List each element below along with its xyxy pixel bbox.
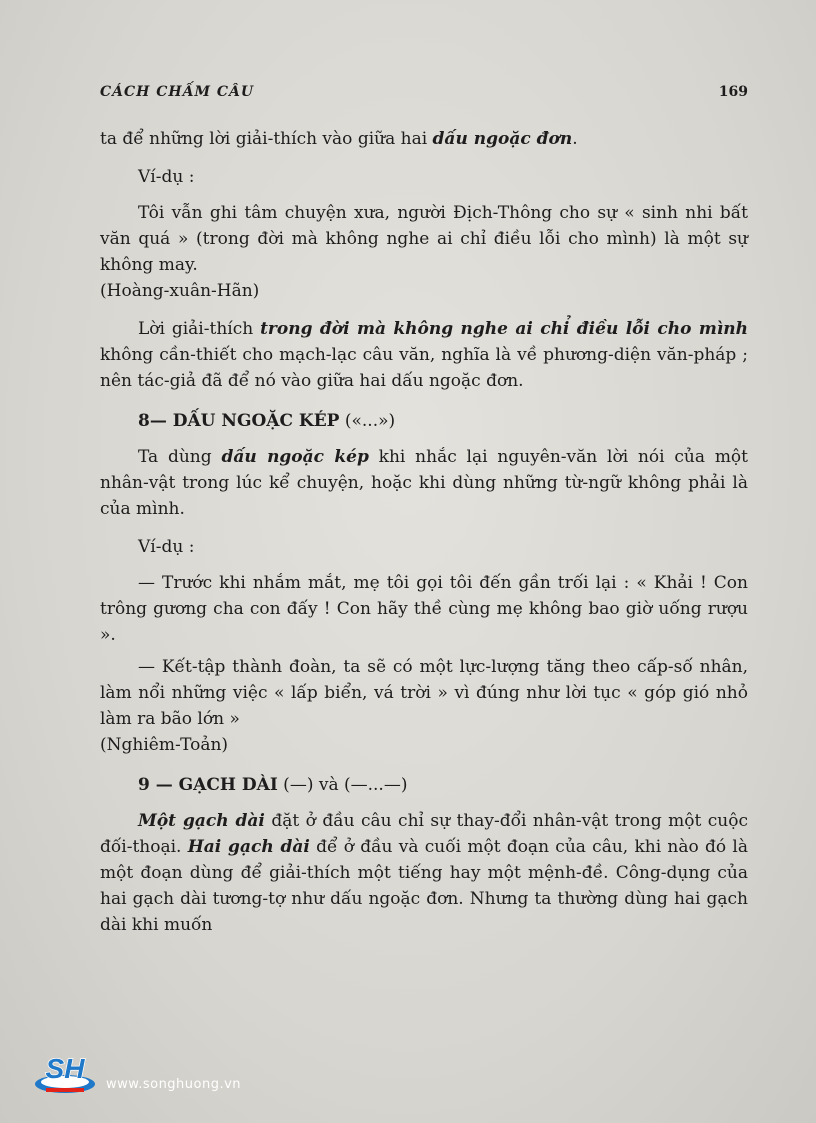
term-mot-gach-dai: Một gạch dài [138,811,265,831]
example-quote-2: — Kết-tập thành đoàn, ta sẽ có một lực-lượng tăng theo cấp-số nhân, làm nổi những việc « lấp biển, vá trời » vì đúng như lời tục « góp gió nhỏ làm ra bão lớn » [100,657,748,729]
section-heading-9: 9 — GẠCH DÀI (—) và (—...—) [138,775,408,795]
paragraph-section-9: Một gạch dài đặt ở đầu câu chỉ sự thay-đổi nhân-vật trong một cuộc đối-thoại. Hai gạch dài để ở đầu và cuối một đoạn của câu, khi nào đó là một đoạn dùng để giải-thích một tiếng hay một mệnh-đề. Công-dụng của hai gạch dài tương-tợ như dấu ngoặc đơn. Nhưng ta thường dùng hai gạch dài khi muốn [100,811,748,935]
page-number: 169 [718,84,748,100]
section-heading-8: 8— DẤU NGOẶC KÉP («...») [138,411,396,431]
term-dau-ngoac-kep: dấu ngoặc kép [221,447,369,467]
example-label: Ví-dụ : [138,167,195,187]
term-hai-gach-dai: Hai gạch dài [187,837,310,857]
paragraph-intro: ta để những lời giải-thích vào giữa hai dấu ngoặc đơn. [100,129,578,149]
page-body [100,126,748,938]
paragraph-section-8: Ta dùng dấu ngoặc kép khi nhắc lại nguyên-văn lời nói của một nhân-vật trong lúc kể chuyện, hoặc khi dùng những từ-ngữ không phải là của mình. [100,447,749,519]
example-quote: Tôi vẫn ghi tâm chuyện xưa, người Địch-Thông cho sự « sinh nhi bất văn quá » (trong đời mà không nghe ai chỉ điều lỗi cho mình) là một sự không may. [100,203,748,275]
term-quoted-phrase: trong đời mà không nghe ai chỉ điều lỗi cho mình [260,319,749,339]
example-label-8: Ví-dụ : [138,537,195,557]
example-source-8: (Nghiêm-Toản) [100,735,229,755]
page-header [100,84,748,108]
running-head: CÁCH CHẤM CÂU [100,84,255,100]
website-url: www.songhuong.vn [106,1077,242,1092]
paragraph-explanation: Lời giải-thích trong đời mà không nghe ai chỉ điều lỗi cho mình không cần-thiết cho mạch-lạc câu văn, nghĩa là về phương-diện văn-pháp ; nên tác-giả đã để nó vào giữa hai dấu ngoặc đơn. [100,319,749,391]
svg-text:SH: SH [45,1053,85,1084]
songhuong-logo-icon [32,1048,98,1098]
example-source: (Hoàng-xuân-Hãn) [100,281,260,301]
example-quote-1: — Trước khi nhắm mắt, mẹ tôi gọi tôi đến gần trối lại : « Khải ! Con trông gương cha con đấy ! Con hãy thề cùng mẹ không bao giờ uống rượu ». [100,573,748,645]
term-dau-ngoac-don: dấu ngoặc đơn [432,129,573,149]
